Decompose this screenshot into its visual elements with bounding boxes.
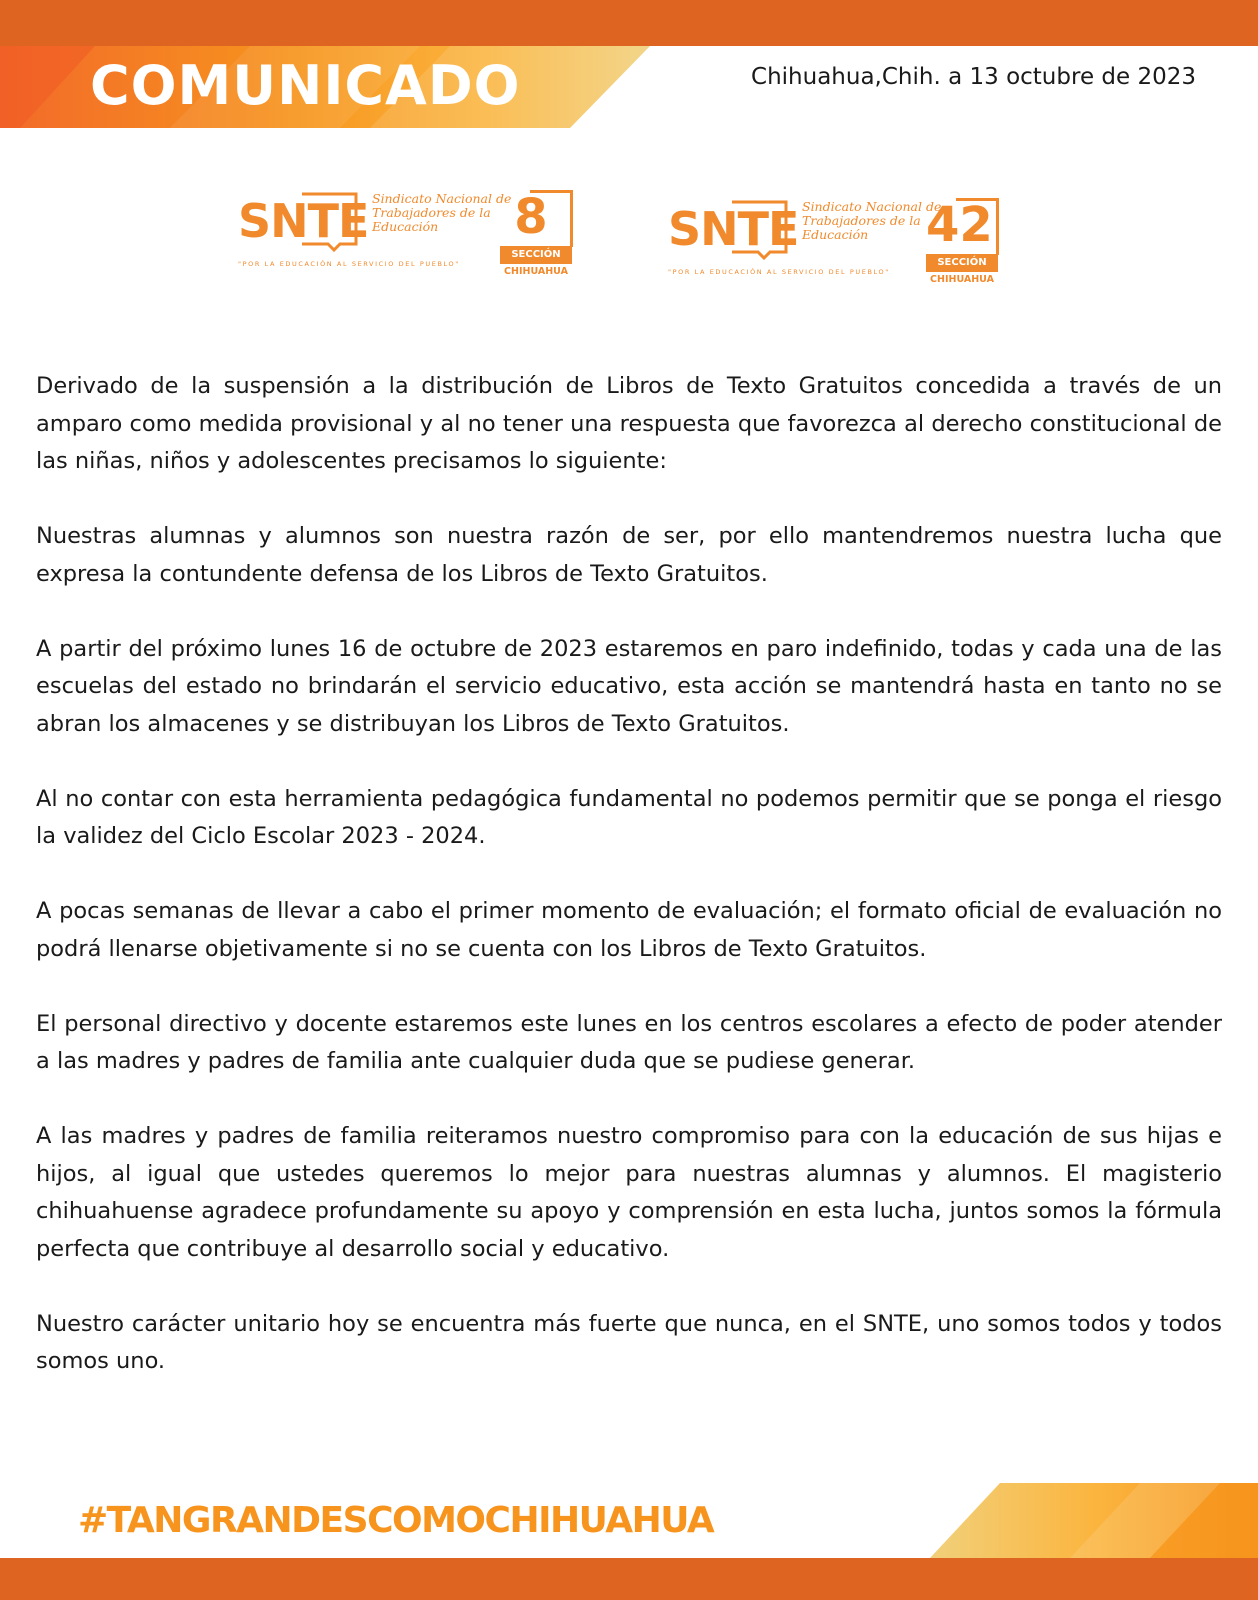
snte-section-42-logo — [668, 196, 1013, 296]
section-number: 8 — [514, 189, 548, 245]
section-city: CHIHUAHUA — [930, 274, 994, 285]
paragraph: Al no contar con esta herramienta pedagógica fundamental no podemos permitir que se ponga el riesgo la validez del Ciclo Escolar 2023 - 2024. — [36, 785, 1222, 849]
snte-motto: "POR LA EDUCACIÓN AL SERVICIO DEL PUEBLO" — [238, 260, 460, 268]
footer-corner-decoration — [920, 1483, 1258, 1558]
page-title: COMUNICADO — [90, 54, 521, 117]
paragraph: A partir del próximo lunes 16 de octubre de 2023 estaremos en paro indefinido, todas y cada una de las escuelas del estado no brindarán el servicio educativo, esta acción se mantendrá hasta en tanto no se abran los almacenes y se distribuyan los Libros de Texto Gratuitos. — [36, 635, 1222, 737]
section-label: SECCIÓN — [500, 246, 572, 264]
paragraph: Nuestras alumnas y alumnos son nuestra razón de ser, por ello mantendremos nuestra lucha que expresa la contundente defensa de los Libros de Texto Gratuitos. — [36, 523, 1222, 587]
section-badge — [500, 188, 572, 278]
paragraph: A pocas semanas de llevar a cabo el primer momento de evaluación; el formato oficial de evaluación no podrá llenarse objetivamente si no se cuenta con los Libros de Texto Gratuitos. — [36, 898, 1222, 962]
paragraph: Nuestro carácter unitario hoy se encuentra más fuerte que nunca, en el SNTE, uno somos todos y todos somos uno. — [36, 1310, 1222, 1374]
paragraph: El personal directivo y docente estaremos este lunes en los centros escolares a efecto de poder atender a las madres y padres de familia ante cualquier duda que se pudiese generar. — [36, 1010, 1222, 1074]
document-date: Chihuahua,Chih. a 13 octubre de 2023 — [751, 64, 1196, 90]
snte-description: Sindicato Nacional de Trabajadores de la Educación — [802, 199, 942, 242]
bottom-band — [0, 1558, 1258, 1600]
section-number: 42 — [926, 197, 993, 253]
footer-hashtag: #TANGRANDESCOMOCHIHUAHUA — [78, 1500, 714, 1541]
section-badge — [926, 196, 998, 286]
snte-motto: "POR LA EDUCACIÓN AL SERVICIO DEL PUEBLO" — [668, 268, 890, 276]
top-band — [0, 0, 1258, 46]
section-city: CHIHUAHUA — [504, 266, 568, 277]
snte-bracket-icon — [300, 192, 370, 254]
paragraph: Derivado de la suspensión a la distribución de Libros de Texto Gratuitos concedida a través de un amparo como medida provisional y al no tener una respuesta que favorezca al derecho constitucional de las niñas, niños y adolescentes precisamos lo siguiente: — [36, 373, 1222, 474]
section-label: SECCIÓN — [926, 254, 998, 272]
snte-bracket-icon — [730, 200, 800, 262]
snte-acronym: SNTE — [238, 194, 369, 248]
snte-acronym: SNTE — [668, 202, 799, 256]
snte-description: Sindicato Nacional de Trabajadores de la Educación — [372, 191, 512, 234]
paragraph: A las madres y padres de familia reiteramos nuestro compromiso para con la educación de sus hijas e hijos, al igual que ustedes queremos lo mejor para nuestras alumnas y alumnos. El magisterio chihuahuense agradece profundamente su apoyo y comprensión en esta lucha, juntos somos la fórmula perfecta que contribuye al desarrollo social y educativo. — [36, 1123, 1222, 1262]
snte-section-8-logo — [238, 188, 588, 288]
communique-body — [36, 368, 1222, 1418]
